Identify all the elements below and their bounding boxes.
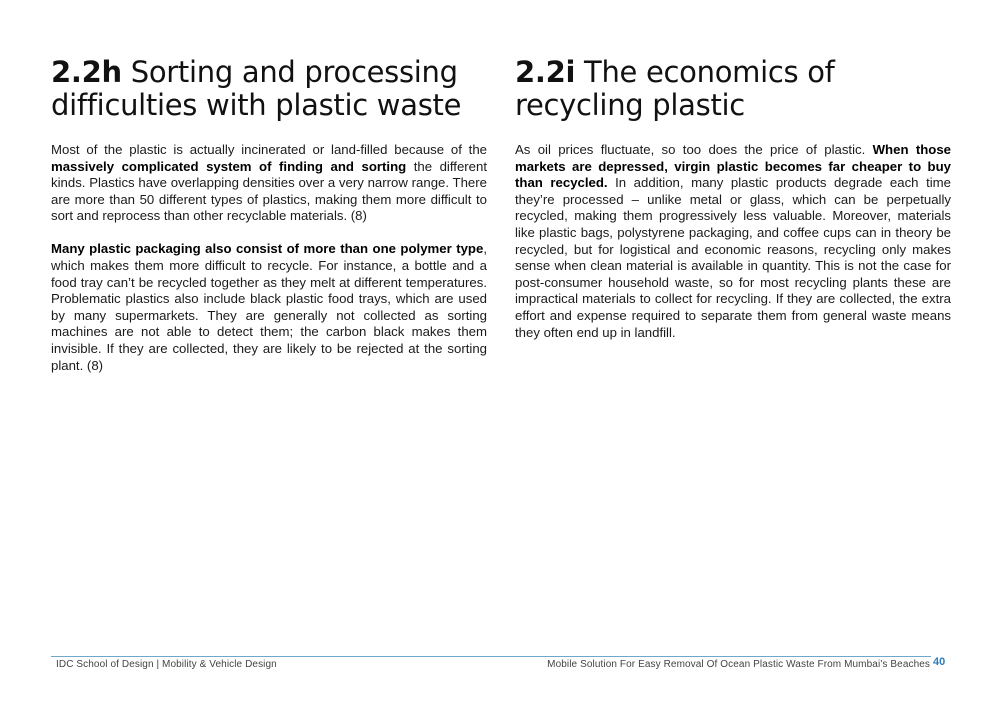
section-number: 2.2h — [51, 55, 122, 89]
footer-institution: IDC School of Design | Mobility & Vehicle Design — [56, 659, 277, 670]
bold-text-run: massively complicated system of finding and sorting — [51, 158, 407, 174]
text-run: the different kinds. Plastics have overlapping densities over a very narrow range. There are more than 50 different types of plastics, making them more difficult to sort and reprocess than other recyclable materials. (8) — [51, 158, 487, 224]
section-number: 2.2i — [515, 55, 576, 89]
section-title: The economics of recycling plastic — [515, 55, 835, 122]
section-heading-2-2h — [51, 56, 487, 122]
bold-text-run: Many plastic packaging also consist of more than one polymer type — [51, 241, 484, 257]
text-run: As oil prices fluctuate, so too does the price of plastic. — [515, 142, 873, 157]
section-title: Sorting and processing difficulties with plastic waste — [51, 55, 462, 122]
text-run: Most of the plastic is actually incinerated or land-filled because of the — [51, 142, 487, 157]
left-column — [51, 56, 487, 391]
footer-divider — [51, 656, 931, 657]
bold-text-run: When those markets are depressed, virgin plastic becomes far cheaper to buy than recycled. — [515, 142, 951, 191]
paragraph — [51, 241, 487, 374]
text-run: , which makes them more difficult to recycle. For instance, a bottle and a food tray can’t be recycled together as they melt at different temperatures. Problematic plastics also include black plastic food trays, which are used by many supermarkets. They are generally not collected as sorting machines are not able to detect them; the carbon black makes them invisible. If they are collected, they are likely to be rejected at the sorting plant. (8) — [51, 241, 487, 373]
right-column — [515, 56, 951, 358]
paragraph — [51, 142, 487, 225]
section-heading-2-2i — [515, 56, 951, 122]
page-number: 40 — [933, 656, 946, 668]
paragraph — [515, 142, 951, 341]
text-run: In addition, many plastic products degrade each time they’re processed – unlike metal or glass, which can be perpetually recycled, making them progressively less valuable. Moreover, materials like plastic bags, polystyrene packaging, and coffee cups can in theory be recycled, but for logistical and economic reasons, recycling only makes sense when clean material is available in quantity. This is not the case for post-consumer household waste, so for most recycling plants these are impractical materials to collect for recycling. If they are collected, the extra effort and expense required to separate them from general waste means they often end up in landfill. — [515, 175, 951, 340]
footer-project-title: Mobile Solution For Easy Removal Of Ocean Plastic Waste From Mumbai’s Beaches — [547, 659, 930, 670]
